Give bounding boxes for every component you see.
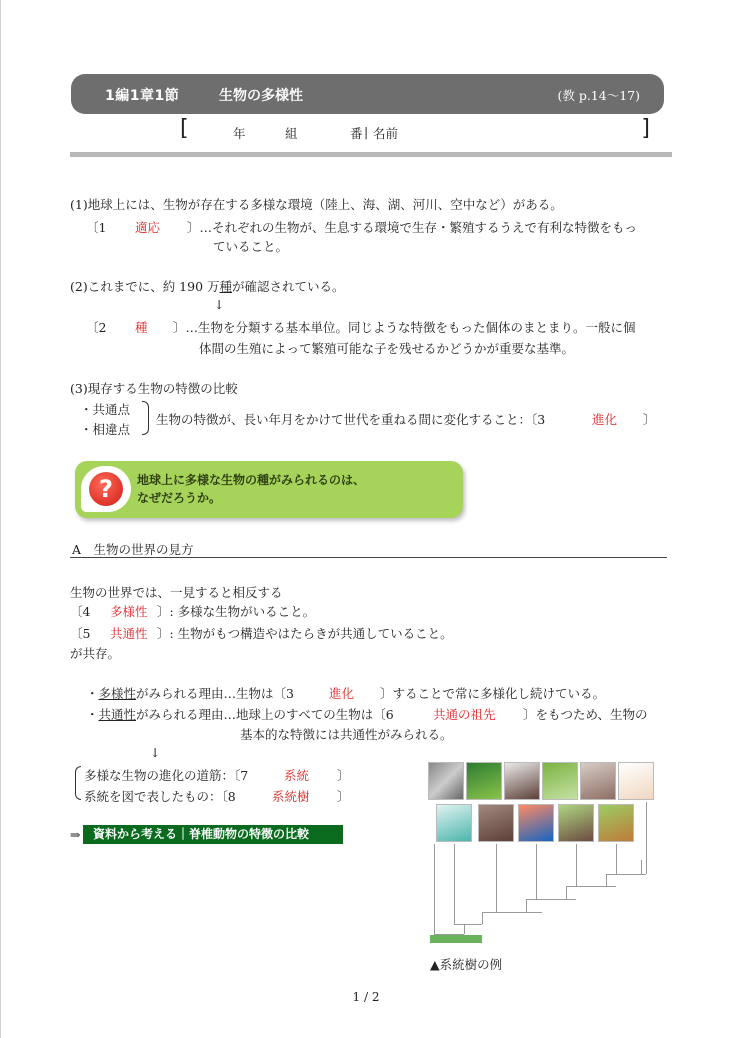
reason-diversity-answer: 進化 [329,686,355,701]
q3-answer: 進化 [592,412,618,427]
q3-brace [142,401,149,435]
reason-commonality-line2: 基本的な特徴には共通性がみられる。 [240,727,453,742]
microbe-photo [428,762,464,800]
reason-commonality-cont: 〕をもつため、生物の [523,707,648,722]
question-box [75,461,463,518]
q1-answer: 適応 [135,220,161,235]
frog-photo [542,762,578,800]
horse-photo [598,804,634,842]
q2-blank-open: 〔2 [86,320,107,335]
blank5-answer: 共通性 [110,626,148,641]
reason-commonality: ・共通性がみられる理由…地球上のすべての生物は〔6 [86,707,394,722]
student-info-row [180,118,650,148]
lineage-brace [75,766,81,800]
q1-definition-cont: ていること。 [213,239,289,254]
q3-blank-close: 〕 [643,412,656,427]
link-arrow: ⇒ [70,827,81,842]
reason-commonality-answer: 共通の祖先 [433,707,496,722]
reason-diversity-cont: 〕することで常に多様化し続けている。 [380,686,606,701]
coexist-text: が共存。 [70,646,121,661]
header-rule [70,152,672,157]
q2-answer: 種 [135,320,148,335]
baby-photo [618,762,654,800]
blank7-answer: 系統 [284,768,310,783]
blank5-open: 〔5 [70,626,91,641]
protist-photo [436,804,472,842]
class-label[interactable]: 組 [285,126,298,141]
figure-caption: ▲系統樹の例 [430,957,503,972]
question-icon: ? [81,466,131,512]
page-number: 1 / 2 [352,990,380,1004]
down-arrow-2: ↓ [150,745,161,760]
down-arrow: ↓ [214,297,225,312]
q3-item-difference: ・相違点 [80,422,131,437]
q3-intro: (3)現存する生物の特徴の比較 [70,381,238,396]
bracket-left: [ [180,116,189,141]
textbook-reference: (教 p.14～17) [557,88,640,103]
blank5-definition: 〕: 生物がもつ構造やはたらきが共通していること。 [157,626,453,641]
blank8-close: 〕 [337,789,350,804]
blank4-definition: 〕: 多様な生物がいること。 [157,604,316,619]
q2-intro: (2)これまでに、約 190 万種が確認されている。 [70,279,345,294]
mushroom-photo [478,804,514,842]
name-label[interactable]: 名前 [373,126,399,141]
blank8-answer: 系統樹 [272,789,310,804]
blank7-text: 多様な生物の進化の道筋：〔7 [84,768,249,783]
fish-photo [518,804,554,842]
q2-definition-cont: 体間の生殖によって繁殖可能な子を残せるかどうかが重要な基準。 [199,341,575,356]
q1-blank-open: 〔1 [86,220,107,235]
page-edge [0,0,1,1038]
beetle-photo [504,762,540,800]
question-text: 地球上に多様な生物の種がみられるのは、 なぜだろうか。 [137,473,366,505]
snake-photo [558,804,594,842]
name-divider: | [364,124,369,139]
q2-definition: 〕…生物を分類する基本単位。同じような特徴をもった個体のまとまり。一般に個 [173,320,636,335]
q3-definition: 生物の特徴が、長い年月をかけて世代を重ねる間に変化すること：〔3 [156,412,546,427]
page-title: 生物の多様性 [219,88,303,104]
section-a-heading: A 生物の世界の見方 [72,542,194,557]
resource-link-button[interactable]: 資料から考える｜脊椎動物の特徴の比較 [83,825,343,844]
blank4-open: 〔4 [70,604,91,619]
blank7-close: 〕 [337,768,350,783]
number-label[interactable]: 番 [350,126,363,141]
q1-definition: 〕…それぞれの生物が、生息する環境で生存・繁殖するうえで有利な特徴をもっ [187,220,638,235]
blank4-answer: 多様性 [110,604,148,619]
reason-diversity: ・多様性がみられる理由…生物は〔3 [86,686,294,701]
blank8-text: 系統を図で表したもの：〔8 [84,789,236,804]
q1-intro: (1)地球上には、生物が存在する多様な環境（陸上、海、湖、河川、空中など）がある。 [70,197,563,212]
common-ancestor-label [430,935,482,943]
plant-photo [466,762,502,800]
year-label[interactable]: 年 [233,126,246,141]
bracket-right: ] [641,116,650,141]
section-a-rule [70,557,667,558]
bird-photo [580,762,616,800]
section-a-intro: 生物の世界では、一見すると相反する [70,585,283,600]
q3-item-common: ・共通点 [80,402,131,417]
section-header-bar [71,74,664,114]
phylogenetic-tree-figure [426,760,666,950]
section-number: 1編1章1節 [105,88,180,104]
